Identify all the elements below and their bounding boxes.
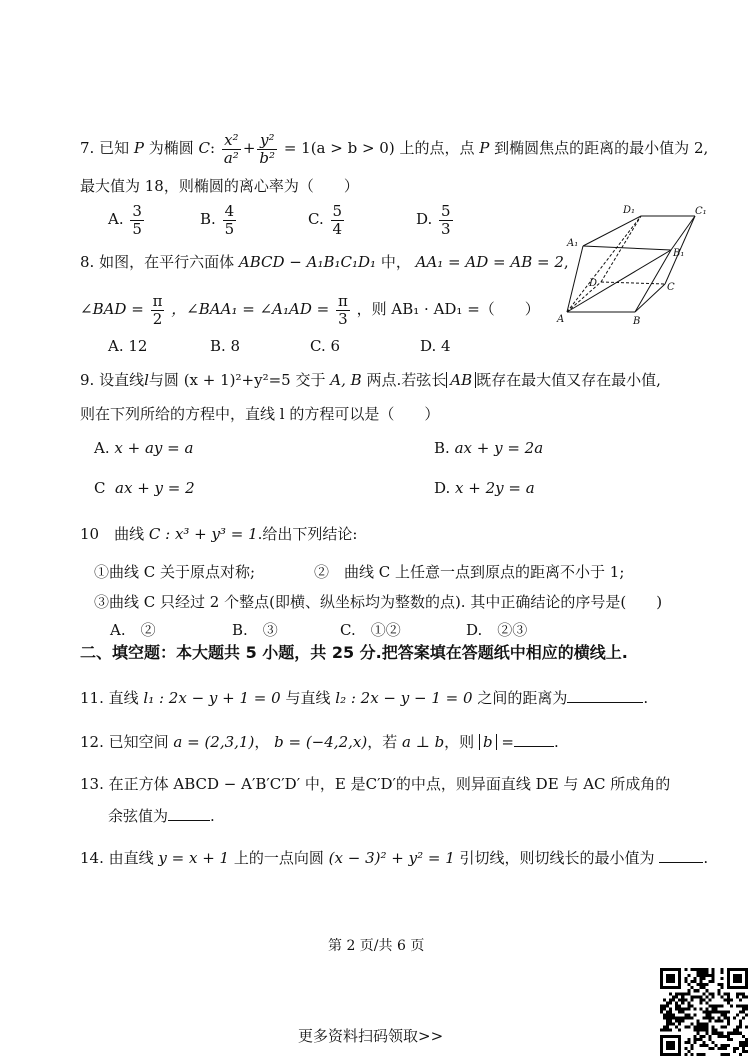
q7-frac-y: $\frac{\text{y²}}{\text{b²}}$	[259, 130, 276, 167]
q14-answer-blank[interactable]	[659, 848, 703, 863]
q7-var-c: C	[198, 139, 211, 157]
label-d: D	[589, 278, 598, 289]
q12-answer-blank[interactable]	[514, 732, 554, 747]
label-b: B	[633, 316, 641, 327]
q7-min: 2	[693, 139, 704, 157]
qr-code-icon[interactable]	[660, 968, 748, 1056]
q8-line1: 8. 如图，在平行六面体 ABCD − A₁B₁C₁D₁ 中， AA₁ = AD = AB = 2,	[80, 253, 569, 271]
label-c: C	[667, 282, 675, 293]
q7-frac-x: $\frac{\text{x²}}{\text{a²}}$	[223, 130, 239, 167]
q13-line1: 13. 在正方体 ABCD − A′B′C′D′ 中，E 是C′D′的中点，则异面直线 DE 与 AC 所成角的	[80, 775, 671, 793]
q10-option-b: B. ③	[232, 621, 278, 639]
q11-answer-blank[interactable]	[567, 688, 643, 703]
q8-option-d: D. 4	[420, 337, 451, 355]
q10-line1: 10 曲线 C : x³ + y³ = 1.给出下列结论:	[80, 525, 358, 543]
q7-option-d: D. $\frac{5}{3}$	[416, 201, 451, 238]
q7-option-b: B. $\frac{4}{5}$	[200, 201, 235, 238]
q9-option-b: B. ax + y = 2a	[434, 439, 544, 457]
q8-line2: ∠BAD = $\frac{\pi}{2}$ ，∠BAA₁ = ∠A₁AD = $\frac{\pi}{3}$ ，则 AB₁ · AD₁ =（ ）	[80, 291, 540, 328]
label-c1: C₁	[695, 206, 707, 217]
q8-option-c: C. 6	[310, 337, 341, 355]
label-d1: D₁	[623, 205, 636, 216]
q7-var-p2: P	[479, 139, 490, 157]
q7-line2: 最大值为 18，则椭圆的离心率为（ ）	[80, 177, 359, 195]
label-b1: B₁	[673, 248, 685, 259]
q10-option-d: D. ②③	[466, 621, 528, 639]
q10-option-a: A. ②	[110, 621, 156, 639]
page-number: 第 2 页/共 6 页	[328, 938, 425, 954]
q14: 14. 由直线 y = x + 1 上的一点向圆 (x − 3)² + y² = 1 引切线，则切线长的最小值为 .	[80, 849, 709, 867]
q8-option-b: B. 8	[210, 337, 241, 355]
q10-statement-2: ② 曲线 C 上任意一点到原点的距离不小于 1;	[314, 563, 625, 581]
q9-option-a: A. x + ay = a	[94, 439, 194, 457]
label-a1: A₁	[567, 238, 579, 249]
q10-statement-1: ①曲线 C 关于原点对称;	[94, 563, 256, 581]
q7-text-a: 7. 已知	[80, 139, 130, 157]
q12: 12. 已知空间 a = (2,3,1)， b = (−4,2,x)，若 a ⊥ b，则 b = .	[80, 733, 559, 751]
q11: 11. 直线 l₁ : 2x − y + 1 = 0 与直线 l₂ : 2x − y − 1 = 0 之间的距离为 .	[80, 689, 649, 707]
q7-text-d: 到椭圆焦点的距离的最小值为	[494, 139, 690, 157]
label-a: A	[557, 314, 565, 325]
q8-option-a: A. 12	[108, 337, 148, 355]
q9-line1: 9. 设直线l与圆 (x + 1)²+y²=5 交于 A, B 两点.若弦长 AB 既存在最大值又存在最小值,	[80, 371, 661, 389]
q7-option-c: C. $\frac{5}{4}$	[308, 201, 343, 238]
q7-line1: 7. 已知 P 为椭圆 C: $\frac{\text{x²}}{\text{a²}}$ + $\frac{\text{y²}}{\text{b²}}$ = 1(a > b > 0) 上的点，点 P 到椭圆焦点的距离的最小值为 2,	[80, 130, 709, 167]
q9-option-c: C ax + y = 2	[94, 479, 195, 497]
q10-option-c: C. ①②	[340, 621, 401, 639]
q13-line2: 余弦值为 .	[108, 807, 215, 825]
scan-prompt: 更多资料扫码领取>>	[298, 1027, 444, 1045]
q9-line2: 则在下列所给的方程中，直线 l 的方程可以是（ ）	[80, 405, 440, 423]
q13-answer-blank[interactable]	[168, 806, 210, 821]
q10-statement-3: ③曲线 C 只经过 2 个整点(即横、纵坐标均为整数的点). 其中正确结论的序号是( )	[94, 593, 663, 611]
section-2-heading: 二、填空题：本大题共 5 小题，共 25 分.把答案填在答题纸中相应的横线上.	[80, 643, 628, 662]
q7-option-a: A. $\frac{3}{5}$	[108, 201, 142, 238]
q7-var-p: P	[133, 139, 144, 157]
q7-text-c: 上的点，点	[399, 139, 475, 157]
q9-option-d: D. x + 2y = a	[434, 479, 535, 497]
parallelepiped-figure	[555, 200, 745, 328]
q7-text-b: 为椭圆	[148, 139, 194, 157]
q7-eq: = 1(a > b > 0)	[283, 139, 395, 157]
